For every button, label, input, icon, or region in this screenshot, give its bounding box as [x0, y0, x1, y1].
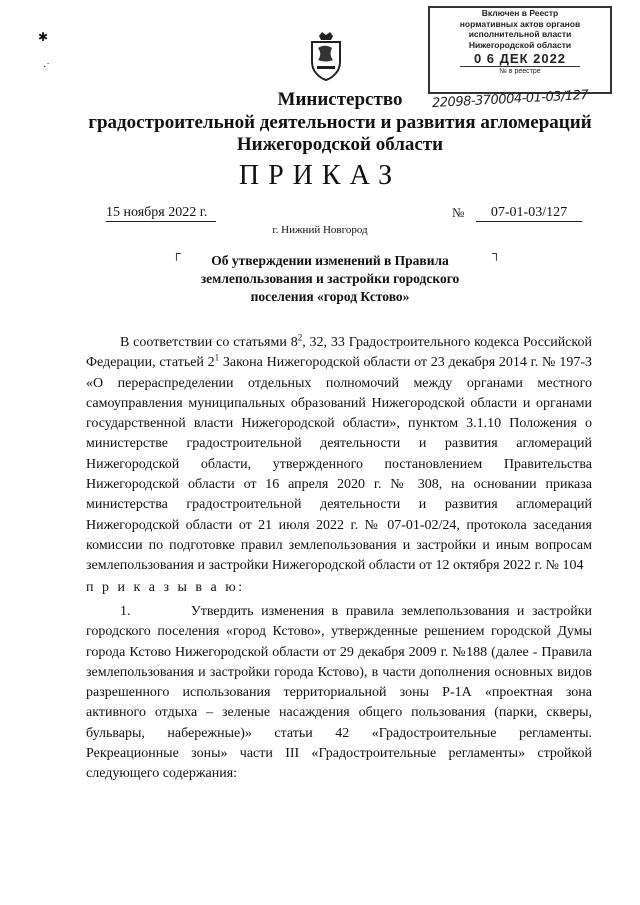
number-sign: №	[452, 205, 465, 220]
superscript: 1	[214, 352, 220, 363]
order-date: 15 ноября 2022 г.	[106, 205, 216, 222]
preamble-text: В соответствии со статьями 8	[120, 335, 298, 350]
scan-mark: ·˙	[43, 62, 50, 73]
ministry-name-line2: градостроительной деятельности и развития агломераций	[88, 112, 592, 133]
bracket-left: ┌	[172, 246, 181, 260]
document-title: ПРИКАЗ	[238, 160, 402, 191]
stamp-line: нормативных актов органов	[459, 18, 581, 29]
subject-line1: Об утверждении изменений в Правила	[211, 253, 449, 268]
item-1-text: 1. Утвердить изменения в правила землепользования и застройки городского поселения «город Кстово», утвержденные решением городской Думы города Кстово Нижегородской области от 29 декабря 2009 г. №188 (далее - Правила землепользования и застройки города Кстово), в части дополнения основных видов разрешенного использования территориальной зоны Р-1А «проектная зона активного отдыха – зеленые насаждения общего пользования (парки, скверы, бульвары, набережные)» статьи 42 «Градостроительные регламенты. Рекреационные зоны» части III «Градостроительные регламенты» стройкой следующего содержания:	[86, 604, 592, 782]
superscript: 2	[297, 332, 303, 343]
stamp-line: Нижегородской области	[468, 39, 572, 50]
stamp-line: Включен в Реестр	[481, 8, 559, 18]
bracket-right: ┐	[492, 246, 501, 260]
ministry-name-line1: Министерство	[277, 89, 403, 110]
order-subject	[180, 252, 480, 306]
scan-mark: ✱	[38, 30, 49, 44]
ministry-name-line3: Нижегородской области	[236, 134, 444, 155]
city: г. Нижний Новгород	[272, 224, 368, 236]
item-1-paragraph	[86, 602, 592, 785]
stamp-date: 0 6 ДЕК 2022	[473, 51, 567, 66]
stamp-line: исполнительной власти	[468, 29, 572, 39]
decree-word: п р и к а з ы в а ю:	[86, 580, 245, 595]
preamble-text: Закона Нижегородской области от 23 декабря 2014 г. № 197-З «О перераспределении отдельных полномочий между органами местного самоуправления муниципальных образований Нижегородской области и органами государственной власти Нижегородской области», пунктом 3.1.10 Положения о министерстве градостроительной деятельности и развития агломераций Нижегородской области, утвержденного постановлением Правительства Нижегородской области от 16 апреля 2020 г. № 308, на основании приказа министерства градостроительной деятельности и развития агломераций Нижегородской области от 21 июля 2022 г. № 07-01-02/24, протокола заседания комиссии по подготовке правил землепользования и застройки и иным вопросам землепользования и застройки Нижегородской области от 12 октября 2022 г. № 104	[86, 355, 592, 574]
subject-line3: поселения «город Кстово»	[250, 289, 410, 304]
preamble-text: , 32, 33 Градостроительного кодекса Российской Федерации, статьей 2	[86, 335, 592, 371]
stamp-registry-label: № в реестре	[460, 66, 580, 78]
coat-of-arms-icon	[306, 30, 346, 82]
preamble-paragraph	[86, 333, 592, 577]
registry-number-handwritten: 22098-370004-01-03/127	[431, 87, 589, 112]
order-number: 07-01-03/127	[476, 205, 582, 222]
registry-stamp	[428, 6, 612, 94]
subject-line2: землепользования и застройки городского	[200, 271, 460, 286]
